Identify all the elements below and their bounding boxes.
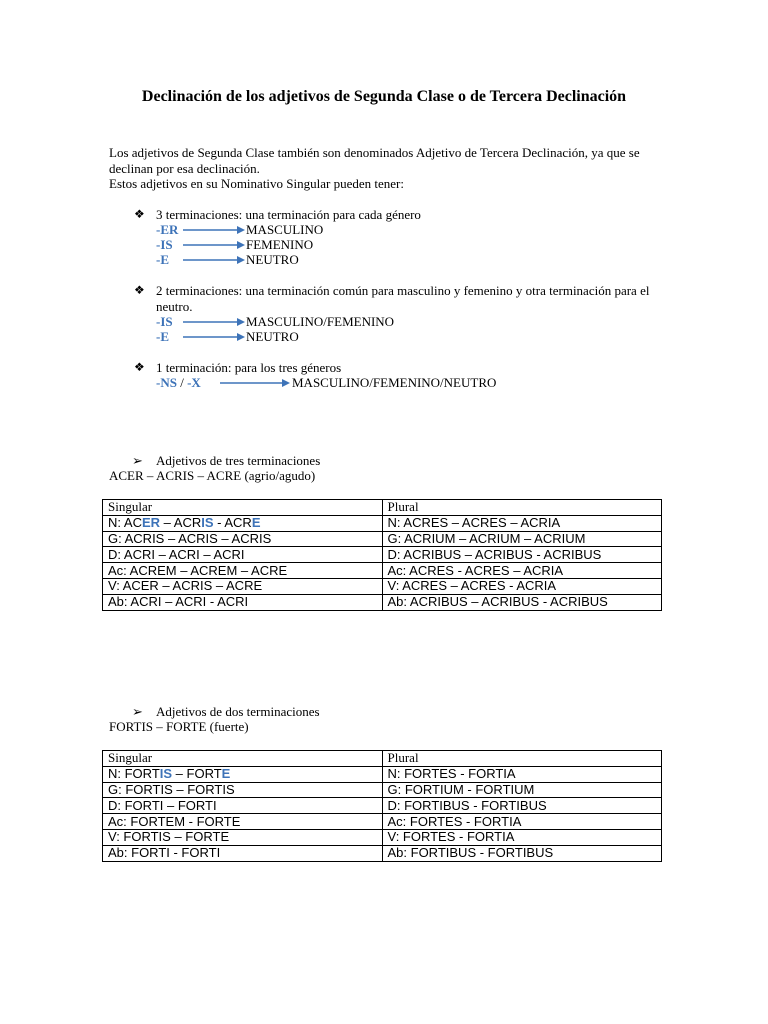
gender-label: MASCULINO — [246, 222, 324, 237]
intro-paragraph — [109, 145, 669, 192]
example-fortis: FORTIS – FORTE (fuerte) — [109, 719, 249, 734]
singular-cell: Ac: FORTEM - FORTE — [103, 814, 383, 830]
plural-cell: Ab: ACRIBUS – ACRIBUS - ACRIBUS — [382, 594, 662, 610]
suffix-row — [156, 375, 576, 391]
header-singular: Singular — [103, 500, 383, 516]
table-row — [103, 814, 662, 830]
plural-cell: Ab: FORTIBUS - FORTIBUS — [382, 845, 662, 861]
plural-cell: V: FORTES - FORTIA — [382, 829, 662, 845]
singular-cell: V: ACER – ACRIS – ACRE — [103, 578, 383, 594]
section-heading: Adjetivos de dos terminaciones — [156, 704, 320, 719]
table-row — [103, 766, 662, 782]
arrow-bullet-icon: ➢ — [132, 704, 143, 719]
header-singular: Singular — [103, 751, 383, 767]
singular-cell: G: FORTIS – FORTIS — [103, 782, 383, 798]
table-row — [103, 798, 662, 814]
table-header-row — [103, 751, 662, 767]
suffix-label: -E — [156, 329, 169, 344]
gender-label: MASCULINO/FEMENINO/NEUTRO — [292, 375, 497, 390]
gender-label: MASCULINO/FEMENINO — [246, 314, 395, 329]
diamond-bullet-icon: ❖ — [134, 360, 145, 374]
suffix-row — [156, 237, 556, 253]
singular-cell: N: FORTIS – FORTE — [103, 766, 383, 782]
suffix-label: -IS — [156, 237, 173, 252]
suffix-row — [156, 252, 556, 268]
bullet-text: 3 terminaciones: una terminación para cada género — [156, 207, 421, 222]
bullet-text: 1 terminación: para los tres géneros — [156, 360, 342, 375]
plural-cell: V: ACRES – ACRES - ACRIA — [382, 578, 662, 594]
table-row — [103, 845, 662, 861]
table-row — [103, 547, 662, 563]
table-row — [103, 578, 662, 594]
right-arrow-icon — [183, 329, 245, 345]
diamond-bullet-icon: ❖ — [134, 283, 145, 297]
declension-table-fortis — [102, 750, 662, 862]
plural-cell: D: FORTIBUS - FORTIBUS — [382, 798, 662, 814]
intro-line-2: Estos adjetivos en su Nominativo Singular pueden tener: — [109, 176, 404, 191]
suffix-row — [156, 329, 556, 345]
page-title: Declinación de los adjetivos de Segunda Clase o de Tercera Declinación — [141, 88, 627, 105]
section-heading: Adjetivos de tres terminaciones — [156, 453, 321, 468]
singular-cell: Ab: ACRI – ACRI - ACRI — [103, 594, 383, 610]
arrow-bullet-icon: ➢ — [132, 453, 143, 468]
suffix-row — [156, 314, 556, 330]
suffix-row — [156, 222, 556, 238]
singular-cell: D: FORTI – FORTI — [103, 798, 383, 814]
singular-cell: N: ACER – ACRIS - ACRE — [103, 515, 383, 531]
table-header-row — [103, 500, 662, 516]
suffix-label: -IS — [156, 314, 173, 329]
bullet-text: 2 terminaciones: una terminación común para masculino y femenino y otra terminación para el neutro. — [156, 283, 650, 314]
singular-cell: G: ACRIS – ACRIS – ACRIS — [103, 531, 383, 547]
plural-cell: N: ACRES – ACRES – ACRIA — [382, 515, 662, 531]
plural-cell: G: ACRIUM – ACRIUM – ACRIUM — [382, 531, 662, 547]
table-row — [103, 782, 662, 798]
plural-cell: Ac: ACRES - ACRES – ACRIA — [382, 563, 662, 579]
suffix-separator: / — [176, 375, 188, 390]
header-plural: Plural — [382, 751, 662, 767]
table-row — [103, 531, 662, 547]
header-plural: Plural — [382, 500, 662, 516]
gender-label: NEUTRO — [246, 329, 299, 344]
plural-cell: Ac: FORTES - FORTIA — [382, 814, 662, 830]
singular-cell: V: FORTIS – FORTE — [103, 829, 383, 845]
plural-cell: G: FORTIUM - FORTIUM — [382, 782, 662, 798]
plural-cell: D: ACRIBUS – ACRIBUS - ACRIBUS — [382, 547, 662, 563]
right-arrow-icon — [183, 222, 245, 238]
singular-cell: Ac: ACREM – ACREM – ACRE — [103, 563, 383, 579]
intro-line-1: Los adjetivos de Segunda Clase también son denominados Adjetivo de Tercera Declinación, ya que se declinan por esa declinación. — [109, 145, 640, 176]
singular-cell: Ab: FORTI - FORTI — [103, 845, 383, 861]
diamond-bullet-icon: ❖ — [134, 207, 145, 221]
table-row — [103, 594, 662, 610]
singular-cell: D: ACRI – ACRI – ACRI — [103, 547, 383, 563]
declension-table-acer — [102, 499, 662, 611]
table-row — [103, 515, 662, 531]
right-arrow-icon — [183, 237, 245, 253]
suffix-label: -ER — [156, 222, 179, 237]
right-arrow-icon — [183, 314, 245, 330]
table-row — [103, 563, 662, 579]
example-acer: ACER – ACRIS – ACRE (agrio/agudo) — [109, 468, 316, 483]
suffix-ns: -NS — [156, 375, 177, 390]
right-arrow-icon — [220, 375, 290, 391]
suffix-label: -E — [156, 252, 169, 267]
table-row — [103, 829, 662, 845]
gender-label: NEUTRO — [246, 252, 299, 267]
right-arrow-icon — [183, 252, 245, 268]
suffix-label — [156, 375, 201, 391]
plural-cell: N: FORTES - FORTIA — [382, 766, 662, 782]
gender-label: FEMENINO — [246, 237, 314, 252]
suffix-x: -X — [187, 375, 201, 390]
